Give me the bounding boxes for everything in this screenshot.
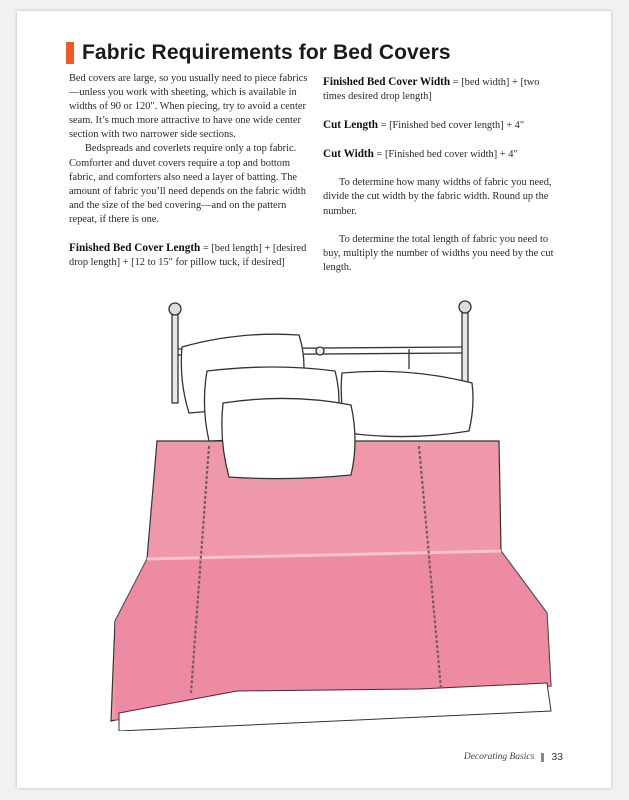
heading bbox=[66, 41, 451, 65]
page-title: Fabric Requirements for Bed Covers bbox=[82, 41, 451, 64]
bed-illustration bbox=[89, 291, 569, 731]
formula-cut-width bbox=[323, 147, 563, 162]
fabric-paragraph: Bedspreads and coverlets require only a top fabric. Comforter and duvet covers require a top and bottom fabric, and comforters also need a layer of batting. The amount of fabric you’ll need depends on the fabric width and the size of the bed covering—and on the pattern repeat, if there is one. bbox=[69, 143, 306, 225]
page bbox=[17, 11, 611, 788]
page-number: 33 bbox=[551, 751, 563, 763]
formula-length bbox=[69, 241, 312, 270]
right-column bbox=[323, 75, 563, 275]
formula-cut-width-term: Cut Width bbox=[323, 148, 374, 161]
page-footer bbox=[464, 751, 563, 763]
formula-cut-length-text: = [Finished bed cover length] + 4" bbox=[378, 120, 525, 132]
left-column bbox=[69, 72, 312, 270]
formula-cut-length-term: Cut Length bbox=[323, 119, 379, 132]
footer-separator bbox=[541, 753, 544, 762]
total-length-paragraph: To determine the total length of fabric you need to buy, multiply the number of widths you need by the cut length. bbox=[323, 233, 554, 273]
formula-width-text: = [bed width] + [two times desired drop length] bbox=[323, 77, 540, 103]
heading-accent-bar bbox=[66, 42, 74, 64]
formula-width bbox=[323, 75, 563, 104]
footer-section-name: Decorating Basics bbox=[463, 752, 535, 762]
intro-paragraph: Bed covers are large, so you usually need to piece fabrics—unless you work with sheeting, which is available in widths of 90 or 120". When piecing, try to avoid a center seam. It’s much more attractive to have one wide center section with two narrower side sections. bbox=[69, 73, 308, 141]
formula-length-text: = [bed length] + [desired drop length] + [12 to 15" for pillow tuck, if desired] bbox=[69, 243, 307, 269]
formula-width-term: Finished Bed Cover Width bbox=[323, 76, 451, 88]
formula-cut-length bbox=[323, 118, 563, 133]
formula-cut-width-text: = [Finished bed cover width] + 4" bbox=[373, 149, 518, 161]
formula-length-term: Finished Bed Cover Length bbox=[69, 242, 201, 255]
widths-paragraph: To determine how many widths of fabric you need, divide the cut width by the fabric width. Round up the number. bbox=[323, 177, 552, 217]
